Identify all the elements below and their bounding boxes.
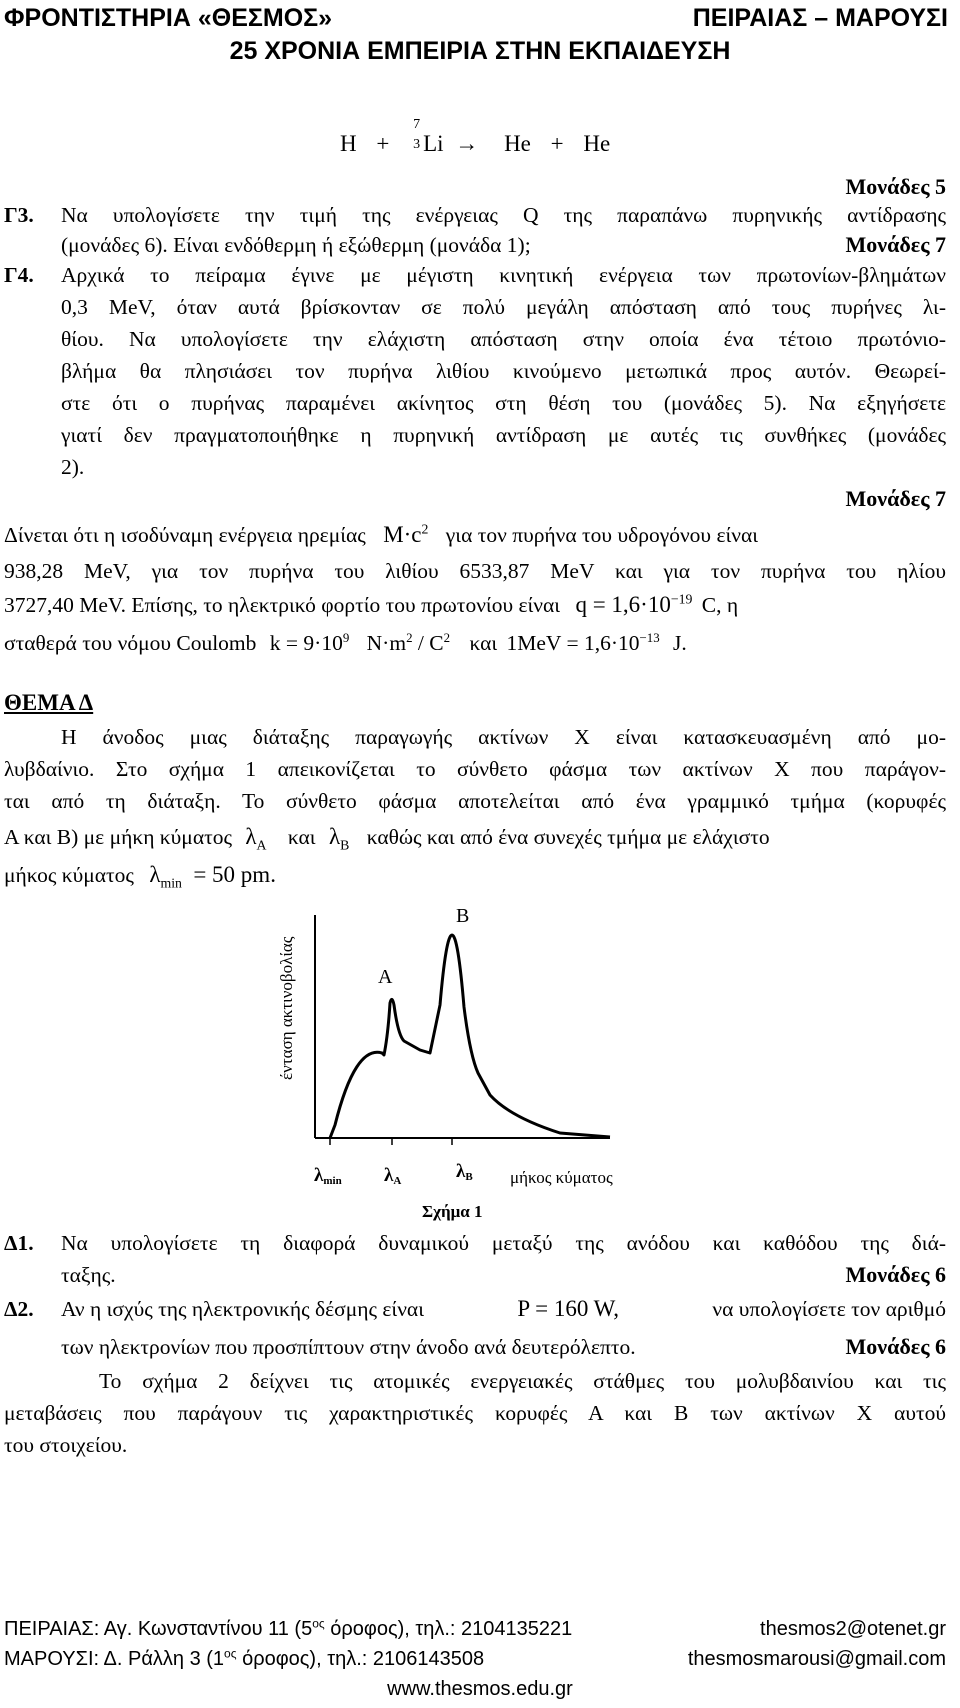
- given-line2: 938,28 MeV, για τον πυρήνα του λιθίου 6533,87 MeV και για τον πυρήνα του ηλίου: [4, 559, 946, 583]
- g4-line: γιατί δεν πραγματοποιήθηκε η πυρηνική αντίδραση με αυτές τις συνθήκες (μονάδες: [61, 423, 946, 447]
- d2-line1: Αν η ισχύς της ηλεκτρονικής δέσμης είναι P = 160 W, να υπολογίσετε τον αριθμό: [61, 1294, 946, 1324]
- d1-line2: ταξης.: [61, 1263, 116, 1287]
- given-line1: [4, 520, 758, 550]
- given-line4: [4, 628, 687, 658]
- footer-email-piraeus[interactable]: thesmos2@otenet.gr: [760, 1618, 946, 1640]
- reaction-he1: He: [504, 131, 531, 156]
- thema-line: λυβδαίνιο. Στο σχήμα 1 απεικονίζεται το σύνθετο φάσμα των ακτίνων Χ που παράγον-: [4, 757, 946, 781]
- header-right: ΠΕΙΡΑΙΑΣ – ΜΑΡΟΥΣΙ: [692, 4, 948, 32]
- d2-label: Δ2.: [4, 1297, 34, 1321]
- thema-line4: Α και Β) με μήκη κύματος $\lambda_A$ και $\lambda_B$ καθώς και από ένα συνεχές τμήμα με ελάχιστο: [4, 824, 770, 853]
- para-line: Το σχήμα 2 δείχνει τις ατομικές ενεργειακές στάθμες του μολυβδαινίου και τις: [99, 1369, 946, 1393]
- spectrum-figure: [270, 895, 690, 1225]
- g4-line: 0,3 MeV, όταν αυτά βρίσκονταν σε πολύ μεγάλη απόσταση από τους πυρήνες λι-: [61, 295, 946, 319]
- reaction-he2: He: [583, 131, 611, 156]
- thema-line: ται από τη διάταξη. Το σύνθετο φάσμα αποτελείται από ένα γραμμικό τμήμα (κορυφές: [4, 789, 946, 813]
- footer-website[interactable]: www.thesmos.edu.gr: [387, 1678, 573, 1700]
- given-text: C, η: [701, 593, 739, 617]
- d2-line2: των ηλεκτρονίων που προσπίπτουν στην άνοδο ανά δευτερόλεπτο.: [61, 1335, 636, 1359]
- lambda-a-tick-label: λA: [384, 1165, 402, 1187]
- d1-marks: Μονάδες 6: [845, 1262, 946, 1287]
- lambda-min-tick-label: λmin: [314, 1165, 342, 1187]
- charge-formula: $q = 1,6\cdot 10^{-19}$: [575, 591, 693, 617]
- figure-caption: Σχήμα 1: [422, 1202, 483, 1221]
- g4-line: στε ότι ο πυρήνας παραμένει ακίνητος στη θέση του (μονάδες 5). Να εξηγήσετε: [61, 391, 946, 415]
- header-left: ΦΡΟΝΤΙΣΤΗΡΙΑ «ΘΕΣΜΟΣ»: [4, 4, 333, 32]
- coulomb-formula: $k = 9\cdot 10^9$ $N\cdot m^2 / C^2$: [269, 630, 451, 655]
- lambda-b-tick-label: λB: [456, 1161, 473, 1183]
- g4-line: θίου. Να υπολογίσετε την ελάχιστη απόσταση στην οποία ένα τέτοιο πρωτόνιο-: [61, 327, 946, 351]
- x-axis-label: μήκος κύματος: [510, 1168, 613, 1187]
- g3-line1: Να υπολογίσετε την τιμή της ενέργειας Q της παραπάνω πυρηνικής αντίδρασης: [61, 203, 946, 227]
- thema-line: Η άνοδος μιας διάταξης παραγωγής ακτίνων Χ είναι κατασκευασμένη από μο-: [61, 725, 946, 749]
- reaction-li: Li: [423, 131, 444, 156]
- li-atomic-number: 3: [413, 137, 421, 152]
- given-text: 3727,40 MeV. Επίσης, το ηλεκτρικό φορτίο του πρωτονίου είναι: [4, 593, 561, 617]
- para-line: του στοιχείου.: [4, 1433, 128, 1457]
- g4-marks: Μονάδες 7: [845, 486, 946, 511]
- thema-line5: μήκος κύματος $\lambda_{min} = 50$ pm.: [4, 862, 276, 891]
- given-text: Δίνεται ότι η ισοδύναμη ενέργεια ηρεμίας: [4, 523, 366, 547]
- given-line3: [4, 590, 738, 620]
- spectrum-curve: [330, 935, 610, 1138]
- y-axis-label: ένταση ακτινοβολίας: [277, 936, 296, 1080]
- g4-line: βλήμα θα πλησιάσει τον πυρήνα λιθίου κινούμενο μετωπικά προς αυτόν. Θεωρεί-: [61, 359, 946, 383]
- power-formula: P = 160 W,: [517, 1296, 619, 1321]
- given-text: για τον πυρήνα του υδρογόνου είναι: [445, 523, 759, 547]
- g4-line: Αρχικά το πείραμα έγινε με μέγιστη κινητική ενέργεια των πρωτονίων-βλημάτων: [61, 263, 946, 287]
- arrow-icon: →: [455, 131, 479, 156]
- d1-line1: Να υπολογίσετε τη διαφορά δυναμικού μεταξύ της ανόδου και καθόδου της διά-: [61, 1231, 946, 1255]
- header-subtitle: 25 ΧΡΟΝΙΑ ΕΜΠΕΙΡΙΑ ΣΤΗΝ ΕΚΠΑΙΔΕΥΣΗ: [229, 37, 731, 65]
- thema-title: ΘΕΜΑ Δ: [4, 690, 94, 715]
- peak-a-label: A: [378, 966, 393, 988]
- lambda-a: $\lambda_A$: [245, 824, 267, 853]
- g3-label: Γ3.: [4, 203, 34, 227]
- d2-marks: Μονάδες 6: [845, 1334, 946, 1359]
- given-text: και: [469, 631, 498, 655]
- g3-marks: Μονάδες 7: [845, 232, 946, 257]
- reaction-h: H: [340, 131, 357, 156]
- nuclear-reaction: [340, 117, 611, 157]
- lambda-min: $\lambda_{min}$: [149, 862, 182, 891]
- footer-email-marousi[interactable]: thesmosmarousi@gmail.com: [687, 1648, 946, 1670]
- g3-line2: (μονάδες 6). Είναι ενδόθερμη ή εξώθερμη (μονάδα 1);: [61, 233, 531, 257]
- footer-address-marousi: ΜΑΡΟΥΣΙ: Δ. Ράλλη 3 ($1^{o\varsigma}$ όροφος), τηλ.: 2106143508: [4, 1646, 485, 1670]
- given-text: σταθερά του νόμου Coulomb: [4, 631, 257, 655]
- peak-b-label: B: [456, 905, 470, 927]
- mev-formula: $1MeV = 1,6\cdot 10^{-13}$ J.: [506, 630, 687, 655]
- mc2-formula: $M\cdot c^2$: [383, 521, 429, 547]
- lambda-b: $\lambda_B$: [328, 824, 350, 853]
- g4-line: 2).: [61, 455, 85, 479]
- reaction-plus: +: [376, 131, 390, 156]
- footer-address-piraeus: ΠΕΙΡΑΙΑΣ: Αγ. Κωνσταντίνου 11 ($5^{o\varsigma}$ όροφος), τηλ.: 2104135221: [4, 1616, 573, 1640]
- g4-label: Γ4.: [4, 263, 34, 287]
- reaction-plus-2: +: [550, 131, 564, 156]
- li-mass-number: 7: [413, 117, 421, 132]
- marks-5: Μονάδες 5: [845, 174, 946, 199]
- para-line: μεταβάσεις που παράγουν τις χαρακτηριστικές κορυφές Α και Β των ακτίνων Χ αυτού: [4, 1401, 946, 1425]
- d1-label: Δ1.: [4, 1231, 34, 1255]
